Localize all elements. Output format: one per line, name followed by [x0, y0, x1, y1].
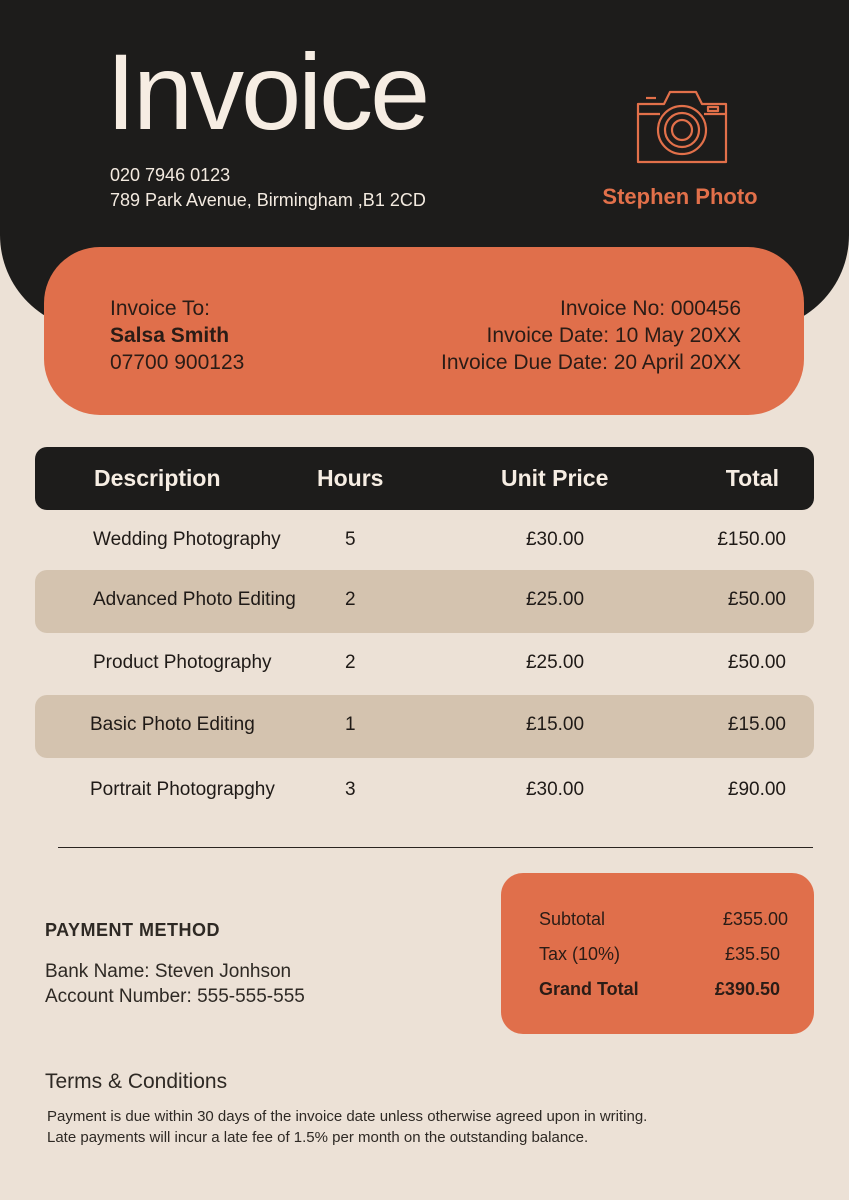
invoice-due-date: Invoice Due Date: 20 April 20XX	[440, 351, 741, 374]
table-row	[35, 570, 814, 633]
table-row	[35, 510, 814, 573]
bank-name: Bank Name: Steven Jonhson	[45, 961, 292, 982]
header-unit-price: Unit Price	[501, 465, 609, 491]
item-total: £50.00	[727, 589, 786, 610]
item-description: Product Photography	[93, 652, 272, 673]
item-total: £50.00	[727, 652, 786, 673]
table-header	[35, 447, 814, 510]
account-number: Account Number: 555-555-555	[45, 986, 305, 1007]
tax-value: £35.50	[724, 944, 780, 964]
invoice-title: Invoice	[106, 31, 428, 152]
company-phone: 020 7946 0123	[110, 165, 231, 185]
camera-icon	[634, 86, 730, 166]
item-hours: 2	[345, 589, 356, 610]
item-unit-price: £25.00	[525, 652, 585, 673]
invoice-number: Invoice No: 000456	[560, 297, 741, 320]
item-description: Basic Photo Editing	[90, 714, 255, 735]
tax-label: Tax (10%)	[539, 944, 621, 964]
totals-panel	[501, 873, 814, 1034]
client-phone: 07700 900123	[110, 351, 245, 374]
terms-title: Terms & Conditions	[45, 1070, 228, 1093]
section-divider	[58, 847, 813, 848]
grand-total-label: Grand Total	[539, 979, 639, 999]
item-total: £150.00	[717, 529, 786, 550]
grand-total-value: £390.50	[714, 979, 780, 999]
subtotal-value: £355.00	[722, 909, 788, 929]
header-description: Description	[94, 465, 221, 491]
table-row	[35, 633, 814, 696]
item-description: Portrait Photograpghy	[90, 779, 275, 800]
item-unit-price: £30.00	[525, 529, 585, 550]
item-unit-price: £25.00	[525, 589, 585, 610]
billing-panel	[44, 247, 804, 415]
item-hours: 2	[345, 652, 356, 673]
table-row	[35, 695, 814, 758]
item-hours: 3	[345, 779, 356, 800]
item-hours: 5	[345, 529, 356, 550]
payment-method-title: PAYMENT METHOD	[45, 920, 221, 940]
invoice-date: Invoice Date: 10 May 20XX	[486, 324, 741, 347]
header-hours: Hours	[317, 465, 384, 491]
terms-line-1: Payment is due within 30 days of the invoice date unless otherwise agreed upon in writing.	[47, 1108, 648, 1125]
bill-to	[110, 295, 244, 376]
header-total: Total	[725, 465, 779, 491]
item-hours: 1	[345, 714, 356, 735]
table-row	[35, 760, 814, 823]
invoice-meta	[441, 295, 741, 376]
item-description: Advanced Photo Editing	[93, 589, 296, 610]
terms-line-2: Late payments will incur a late fee of 1.5% per month on the outstanding balance.	[47, 1129, 589, 1146]
item-unit-price: £30.00	[525, 779, 585, 800]
item-description: Wedding Photography	[93, 529, 281, 550]
item-unit-price: £15.00	[525, 714, 585, 735]
company-address: 789 Park Avenue, Birmingham ,B1 2CD	[110, 190, 426, 210]
client-name: Salsa Smith	[110, 324, 230, 347]
bill-to-label: Invoice To:	[110, 297, 211, 320]
item-total: £15.00	[727, 714, 786, 735]
item-total: £90.00	[727, 779, 786, 800]
brand-name: Stephen Photo	[602, 184, 758, 209]
subtotal-label: Subtotal	[539, 909, 606, 929]
